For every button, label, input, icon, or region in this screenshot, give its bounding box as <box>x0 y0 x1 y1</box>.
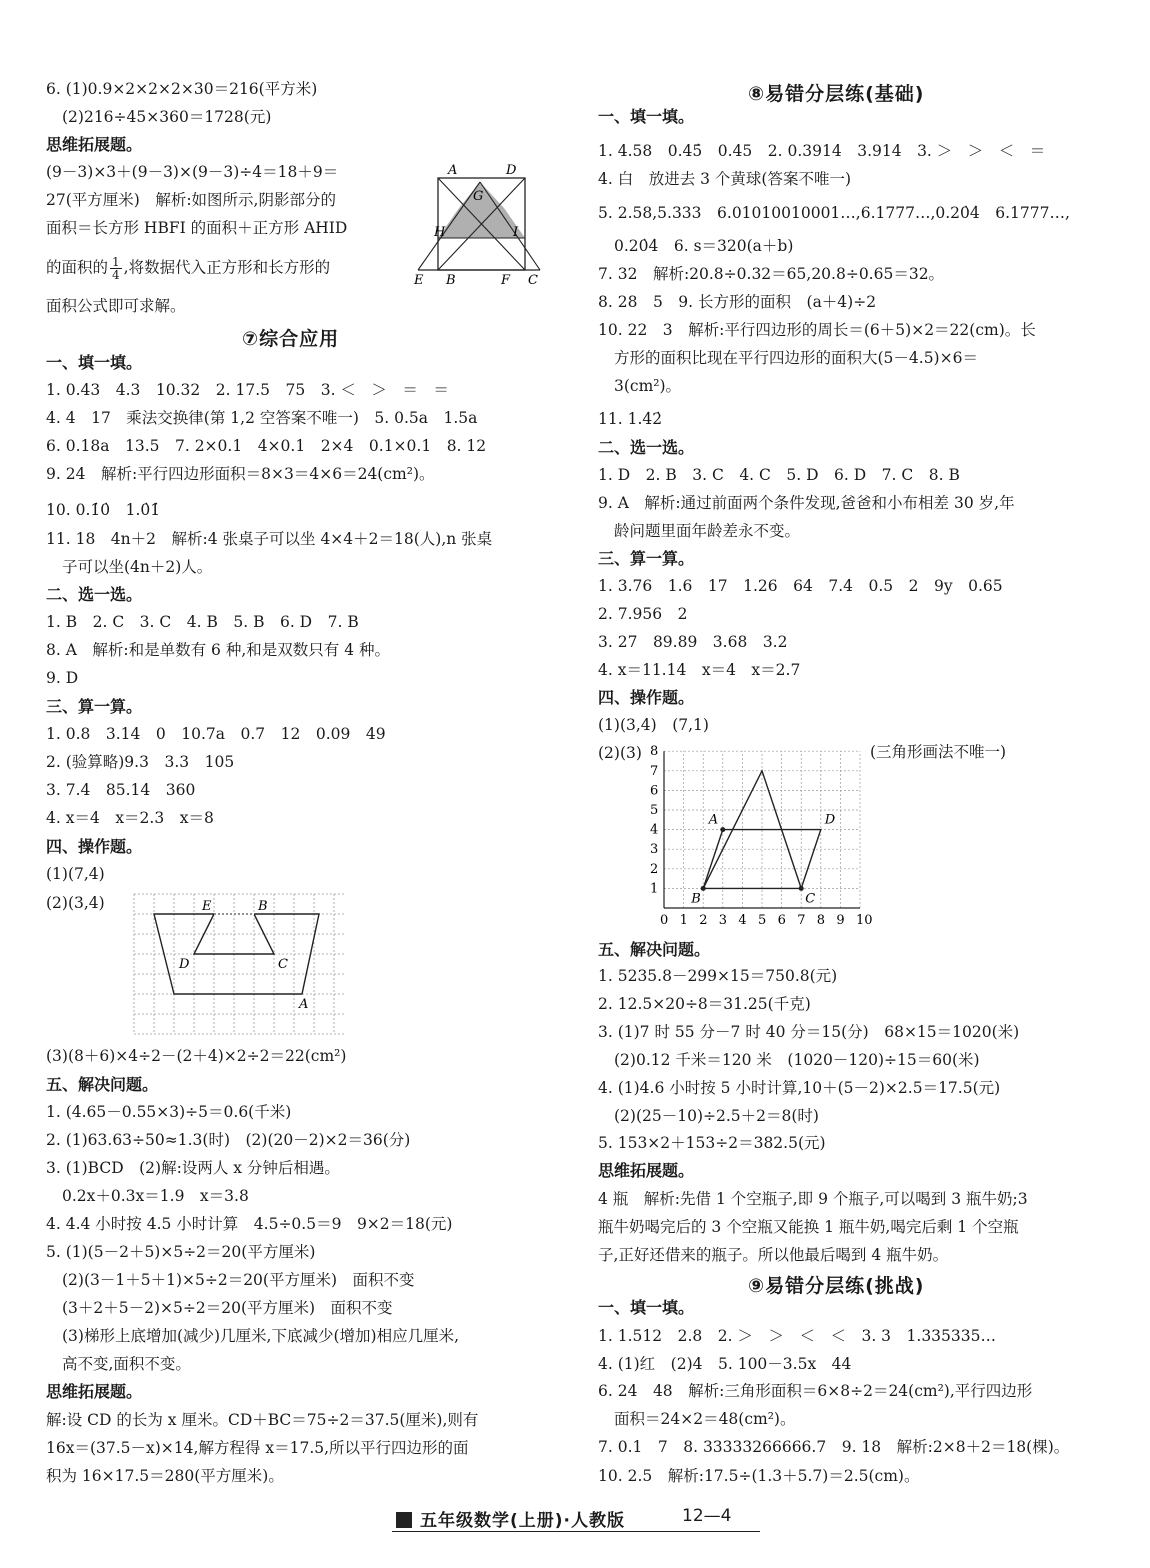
label-A: A <box>299 997 309 1012</box>
fill2-4-5: 4. (1)红 (2)4 5. 100－3.5x 44 <box>598 1355 852 1373</box>
heading-thinking: 思维拓展题。 <box>598 1161 695 1180</box>
fill-6-8: 6. 0.18a 13.5 7. 2×0.1 4×0.1 2×4 0.1×0.1 8. 12 <box>46 437 487 455</box>
y-tick-label: 5 <box>650 803 659 818</box>
operate-2: (2)(3) <box>598 744 642 762</box>
label-G: G <box>473 189 484 204</box>
heading-choose: 二、选一选。 <box>46 585 143 604</box>
thinking-line-1: 4 瓶 解析:先借 1 个空瓶子,即 9 个瓶子,可以喝到 3 瓶牛奶;3 <box>598 1190 1028 1208</box>
solve-2: 2. 12.5×20÷8＝31.25(千克) <box>598 995 811 1013</box>
fill2-6-cont: 面积＝24×2＝48(cm²)。 <box>614 1410 796 1428</box>
point-C <box>799 886 804 891</box>
thinking-line-4-a: 的面积的 <box>46 258 109 277</box>
x-tick-label: 8 <box>816 913 826 928</box>
operate-1: (1)(7,4) <box>46 865 105 883</box>
fill-10-cont-2: 3(cm²)。 <box>614 377 682 395</box>
fill-11-cont: 子可以坐(4n＋2)人。 <box>62 558 213 576</box>
fill-1-3: 1. 4.58 0.45̇ 0.45 2. 0.3914 3.914 3. ＞ ＞ ＜ ＝ <box>598 142 1046 160</box>
solve-2: 2. (1)63.63÷50≈1.3(时) (2)(20－2)×2＝36(分) <box>46 1131 411 1149</box>
point-label-A: A <box>708 812 719 828</box>
fill-10-cont: 方形的面积比现在平行四边形的面积大(5－4.5)×6＝ <box>614 349 978 367</box>
choose-9: 9. A 解析:通过前面两个条件发现,爸爸和小布相差 30 岁,年 <box>598 494 1015 512</box>
heading-calc: 三、算一算。 <box>46 697 143 716</box>
x-tick-label: 6 <box>777 913 786 928</box>
label-I: I <box>513 225 519 240</box>
x-tick-label: 4 <box>738 913 747 928</box>
solve-5: 5. 153×2＋153÷2＝382.5(元) <box>598 1134 826 1152</box>
calc-3: 3. 27 89.89 3.68 3.2 <box>598 633 788 651</box>
heading-calc: 三、算一算。 <box>598 549 695 568</box>
y-tick-label: 4 <box>650 822 659 838</box>
label-D: D <box>179 957 190 972</box>
label-C: C <box>278 957 288 972</box>
label-B: B <box>446 273 456 288</box>
choose-1-7: 1. B 2. C 3. C 4. B 5. B 6. D 7. B <box>46 613 359 631</box>
heading-solve: 五、解决问题。 <box>598 940 711 959</box>
thinking-line-4-b: ,将数据代入正方形和长方形的 <box>123 258 331 277</box>
y-tick-label: 3 <box>650 842 659 858</box>
x-tick-label: 1 <box>679 913 688 928</box>
calc-4: 4. x＝4 x＝2.3 x＝8 <box>46 809 214 827</box>
solve-1: 1. 5235.8－299×15＝750.8(元) <box>598 967 838 985</box>
fraction-one-quarter <box>110 256 122 281</box>
solve-5-2: (2)(3－1＋5＋1)×5÷2＝20(平方厘米) 面积不变 <box>62 1271 415 1289</box>
footer-title: 五年级数学(上册)·人教版 <box>420 1511 625 1531</box>
section-title-9: ⑨易错分层练(挑战) <box>748 1275 925 1297</box>
figure-trapezoid-grid <box>130 890 350 1040</box>
label-D: D <box>506 163 517 178</box>
calc-1: 1. 3.76 1.6 17 1.26 64 7.4 0.5 2 9y 0.65 <box>598 577 1003 595</box>
solve-3: 3. (1)BCD (2)解:设两人 x 分钟后相遇。 <box>46 1159 340 1177</box>
point-label-D: D <box>824 812 836 828</box>
heading-thinking-2: 思维拓展题。 <box>46 1382 143 1401</box>
fill-11: 11. 1.4̇2̇ <box>598 410 663 428</box>
answer-6-1: 6. (1)0.9×2×2×2×30＝216(平方米) <box>46 80 318 98</box>
choose-9-cont: 龄问题里面年龄差永不变。 <box>614 522 801 540</box>
heading-fill: 一、填一填。 <box>598 107 695 126</box>
thinking2-line-3: 积为 16×17.5＝280(平方厘米)。 <box>46 1467 284 1485</box>
fill-9: 9. 24 解析:平行四边形面积＝8×3＝4×6＝24(cm²)。 <box>46 465 435 483</box>
heading-fill: 一、填一填。 <box>46 353 143 372</box>
fill-10: 10. 22 3 解析:平行四边形的周长＝(6＋5)×2＝22(cm)。长 <box>598 321 1036 339</box>
fill2-10: 10. 2.5 解析:17.5÷(1.3＋5.7)＝2.5(cm)。 <box>598 1467 920 1485</box>
calc-4: 4. x＝11.14 x＝4 x＝2.7 <box>598 661 801 679</box>
fill-7: 7. 32 解析:20.8÷0.32＝65,20.8÷0.65＝32。 <box>598 265 945 283</box>
fill-4: 4. 白 放进去 3 个黄球(答案不唯一) <box>598 170 852 188</box>
heading-operate: 四、操作题。 <box>46 837 143 856</box>
y-tick-label: 2 <box>650 861 659 877</box>
y-tick-label: 6 <box>650 783 659 799</box>
page-footer <box>392 1504 762 1538</box>
solve-1: 1. (4.65－0.55×3)÷5＝0.6(千米) <box>46 1103 292 1121</box>
fill-10: 10. 0.1̇0̇ 1.0̇1̇ <box>46 501 161 519</box>
point-label-B: B <box>691 891 701 907</box>
solve-4: 4. (1)4.6 小时按 5 小时计算,10＋(5－2)×2.5＝17.5(元) <box>598 1079 1001 1097</box>
point-A <box>720 827 725 832</box>
fill-5: 5. 2.58,5.333 6.01010010001…,6.1777…,0.20̇4̇ 6.1777…, <box>598 204 1070 222</box>
x-tick-label: 5 <box>758 913 767 928</box>
label-A: A <box>448 163 458 178</box>
x-tick-label: 0 <box>660 913 669 928</box>
page-number: 12—4 <box>682 1506 732 1526</box>
solve-3-cont: (2)0.12 千米＝120 米 (1020－120)÷15＝60(米) <box>614 1051 980 1069</box>
figure-coordinate-grid <box>645 740 875 932</box>
thinking2-line-2: 16x＝(37.5－x)×14,解方程得 x＝17.5,所以平行四边形的面 <box>46 1439 469 1457</box>
operate-2: (2)(3,4) <box>46 894 105 912</box>
point-label-C: C <box>805 891 816 907</box>
thinking-line-4 <box>46 256 330 281</box>
heading-operate: 四、操作题。 <box>598 688 695 707</box>
figure-square-rectangle <box>410 160 550 288</box>
section-thinking: 思维拓展题。 <box>46 135 143 154</box>
heading-solve: 五、解决问题。 <box>46 1075 159 1094</box>
label-H: H <box>434 225 446 240</box>
x-tick-label: 2 <box>699 913 708 928</box>
solve-5-1: 5. (1)(5－2＋5)×5÷2＝20(平方厘米) <box>46 1243 316 1261</box>
footer-rule <box>392 1531 760 1532</box>
solve-5-5: 高不变,面积不变。 <box>62 1355 191 1373</box>
label-B: B <box>258 899 268 914</box>
label-C: C <box>528 273 538 288</box>
y-tick-label: 7 <box>650 763 659 779</box>
answer-6-2: (2)216÷45×360＝1728(元) <box>62 108 272 126</box>
thinking-line-2: 27(平方厘米) 解析:如图所示,阴影部分的 <box>46 191 336 209</box>
operate-1: (1)(3,4) (7,1) <box>598 716 709 734</box>
fill-8-9: 8. 28 5 9. 长方形的面积 (a＋4)÷2 <box>598 293 877 311</box>
calc-1: 1. 0.8 3.14 0 10.7a 0.7 12 0.09 49 <box>46 725 386 743</box>
choose-8: 8. A 解析:和是单数有 6 种,和是双数只有 4 种。 <box>46 641 390 659</box>
fraction-numerator: 1 <box>112 255 120 269</box>
thinking-line-5: 面积公式即可求解。 <box>46 297 186 315</box>
thinking-line-3: 面积＝长方形 HBFI 的面积＋正方形 AHID <box>46 219 348 237</box>
fill2-7-9: 7. 0.1 7 8. 33333266666.7 9. 18 解析:2×8＋2＝18(棵)。 <box>598 1438 1070 1456</box>
calc-3: 3. 7.4 85.14 360 <box>46 781 196 799</box>
solve-5-3: (3＋2＋5－2)×5÷2＝20(平方厘米) 面积不变 <box>62 1299 393 1317</box>
y-tick-label: 8 <box>650 744 659 760</box>
fraction-denominator: 4 <box>112 268 120 282</box>
section-title-8: ⑧易错分层练(基础) <box>748 83 925 105</box>
label-E: E <box>414 273 424 288</box>
choose-9: 9. D <box>46 669 79 687</box>
x-tick-label: 3 <box>718 913 728 928</box>
thinking-line-2: 瓶牛奶喝完后的 3 个空瓶又能换 1 瓶牛奶,喝完后剩 1 个空瓶 <box>598 1218 1019 1236</box>
solve-4: 4. 4.4 小时按 4.5 小时计算 4.5÷0.5＝9 9×2＝18(元) <box>46 1215 453 1233</box>
solve-5-4: (3)梯形上底增加(减少)几厘米,下底减少(增加)相应几厘米, <box>62 1327 459 1345</box>
operate-3: (3)(8＋6)×4÷2－(2＋4)×2÷2＝22(cm²) <box>46 1047 347 1065</box>
thinking2-line-1: 解:设 CD 的长为 x 厘米。CD＋BC＝75÷2＝37.5(厘米),则有 <box>46 1411 479 1429</box>
footer-square-icon <box>396 1512 412 1528</box>
x-tick-label: 10 <box>856 913 873 928</box>
thinking-line-1: (9－3)×3＋(9－3)×(9－3)÷4＝18＋9＝ <box>46 163 339 181</box>
fill-5-cont: 0.20̇4̇ 6. s＝320(a＋b) <box>614 237 794 255</box>
y-tick-label: 1 <box>650 881 659 897</box>
fill-4-5: 4. 4 17 乘法交换律(第 1,2 空答案不唯一) 5. 0.5a 1.5a <box>46 409 478 427</box>
fill2-6: 6. 24 48 解析:三角形面积＝6×8÷2＝24(cm²),平行四边形 <box>598 1382 1033 1400</box>
label-F: F <box>501 273 511 288</box>
x-tick-label: 7 <box>797 913 806 928</box>
heading-fill-2: 一、填一填。 <box>598 1298 695 1317</box>
fill-11: 11. 18 4n＋2 解析:4 张桌子可以坐 4×4＋2＝18(人),n 张桌 <box>46 530 493 548</box>
x-tick-label: 9 <box>836 913 845 928</box>
solve-4-cont: (2)(25－10)÷2.5＋2＝8(时) <box>614 1107 819 1125</box>
thinking-line-3: 子,正好还借来的瓶子。所以他最后喝到 4 瓶牛奶。 <box>598 1246 949 1264</box>
operate-note: (三角形画法不唯一) <box>870 743 1007 761</box>
calc-2: 2. 7.956 2 <box>598 605 688 623</box>
solve-3-cont: 0.2x＋0.3x＝1.9 x＝3.8 <box>62 1187 249 1205</box>
heading-choose: 二、选一选。 <box>598 438 695 457</box>
section-title-7: ⑦综合应用 <box>242 328 340 350</box>
calc-2: 2. (验算略)9.3 3.3 105 <box>46 753 235 771</box>
choose-1-8: 1. D 2. B 3. C 4. C 5. D 6. D 7. C 8. B <box>598 466 960 484</box>
fill2-1-3: 1. 1.512 2.8 2. ＞ ＞ ＜ ＜ 3. 3 1.335335… <box>598 1327 996 1345</box>
label-E: E <box>202 899 212 914</box>
fill-1-3: 1. 0.43 4.3 10.32 2. 17.5 75 3. ＜ ＞ ＝ ＝ <box>46 381 449 399</box>
solve-3: 3. (1)7 时 55 分－7 时 40 分＝15(分) 68×15＝1020(米) <box>598 1023 1020 1041</box>
point-B <box>701 886 706 891</box>
